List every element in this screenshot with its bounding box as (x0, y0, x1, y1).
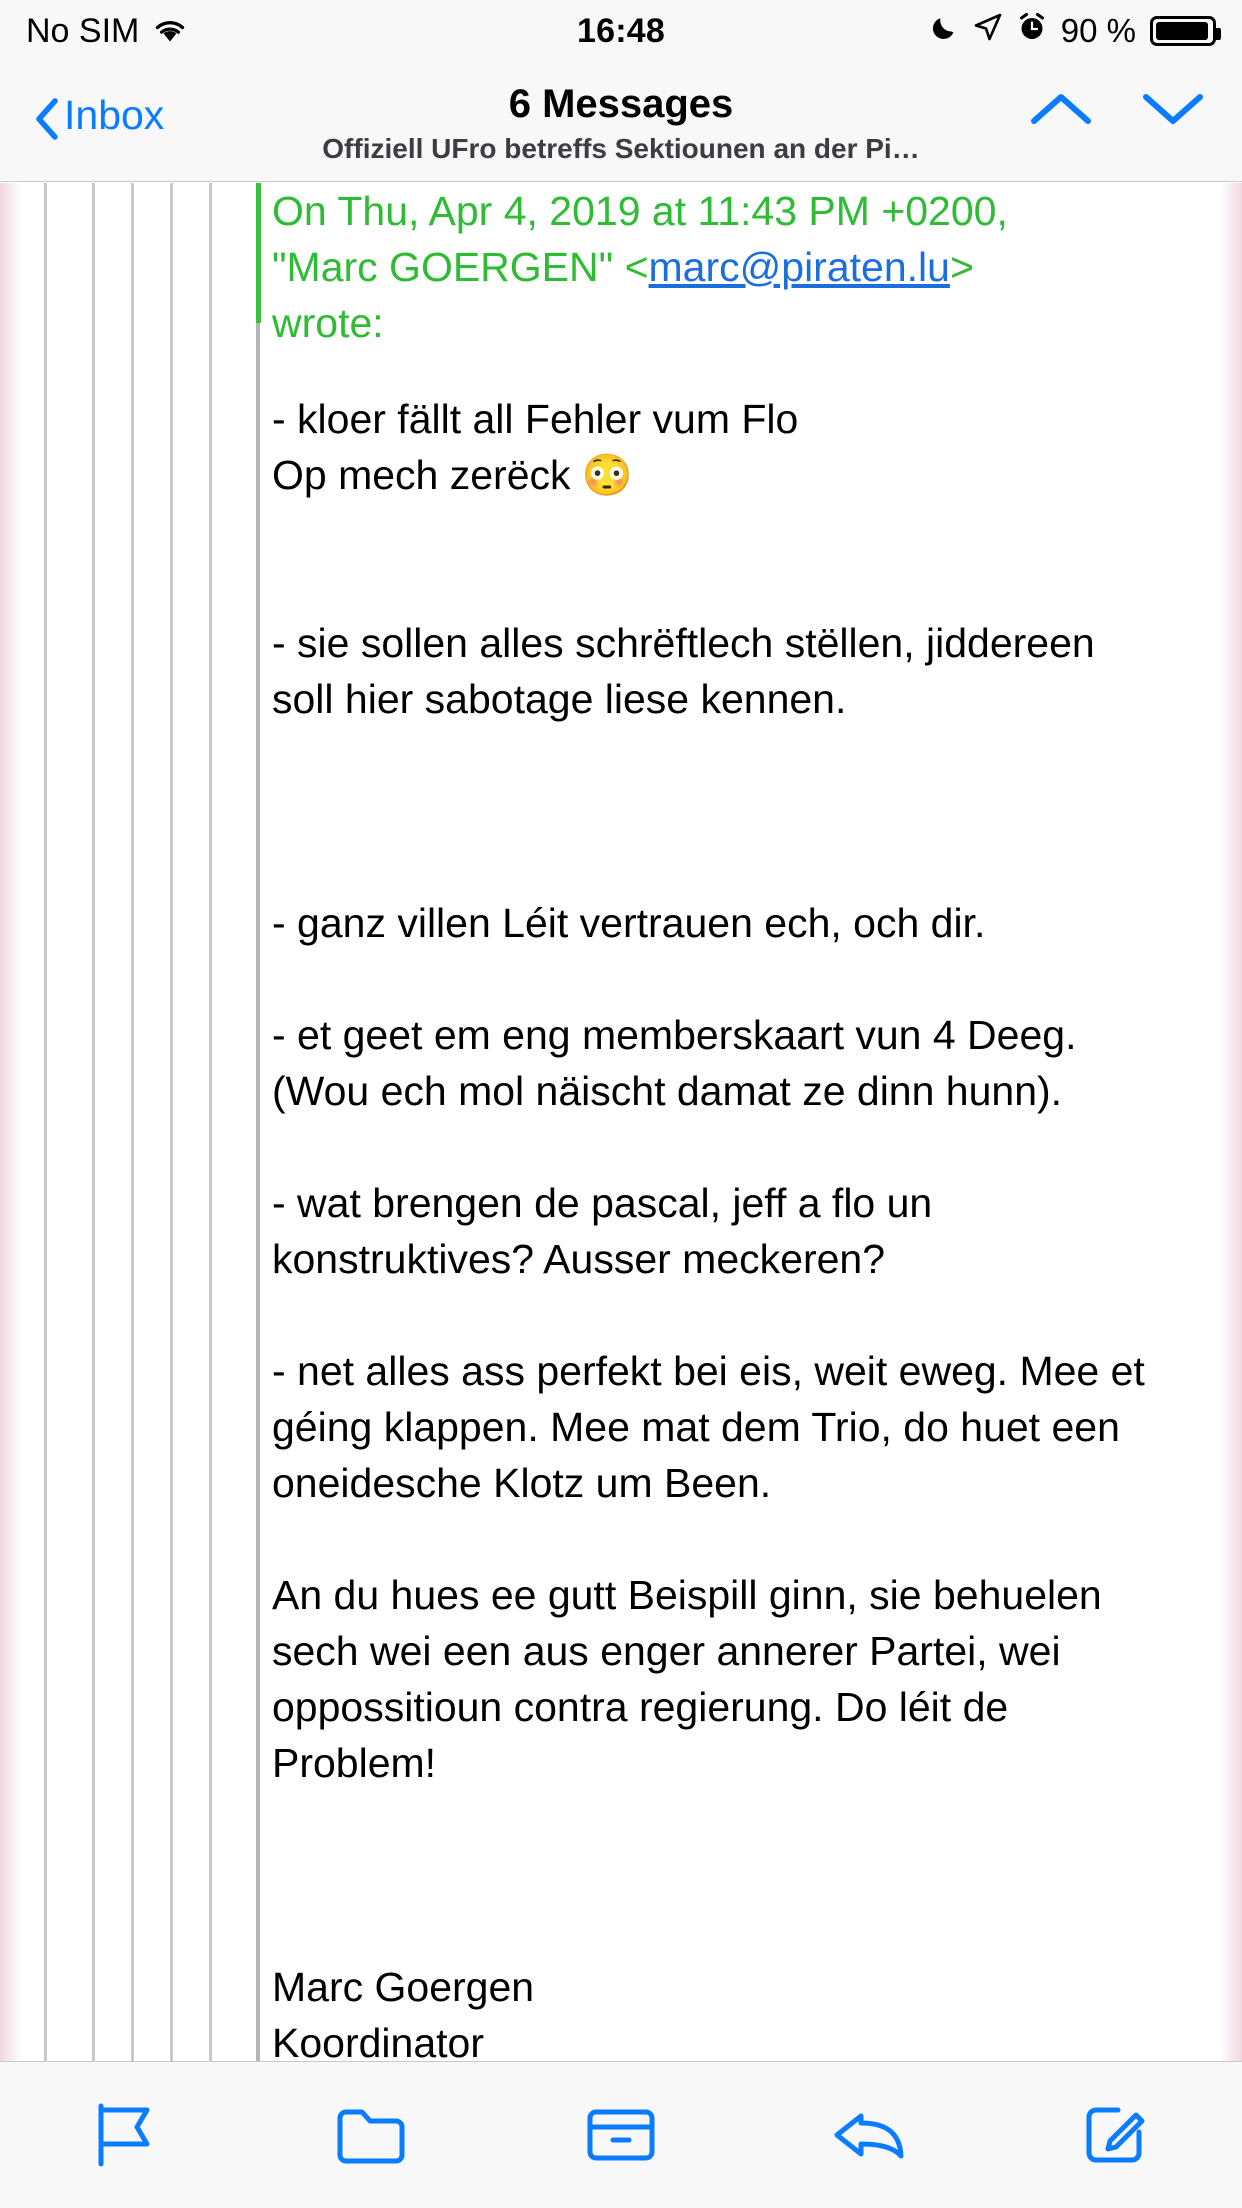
quote-attribution (272, 183, 1152, 351)
quote-level-bar-main (256, 183, 260, 2061)
status-bar (0, 0, 1242, 62)
battery-icon (1150, 16, 1216, 46)
signature-role: Koordinator (272, 2020, 484, 2061)
message-body-text (272, 183, 1152, 2061)
flag-icon (93, 2102, 155, 2168)
attribution-line-2 (272, 239, 1152, 295)
previous-message-button[interactable] (1028, 88, 1094, 135)
message-nav-arrows (1028, 88, 1206, 135)
alarm-clock-icon (1017, 12, 1047, 51)
attribution-line-3: wrote: (272, 300, 384, 346)
reply-icon (831, 2104, 907, 2166)
quote-level-bar-2 (92, 183, 95, 2061)
attribution-bracket: > (949, 244, 974, 290)
flag-button[interactable] (0, 2062, 248, 2208)
message-toolbar (0, 2061, 1242, 2208)
chevron-left-icon (34, 97, 56, 135)
quote-level-bar-1 (44, 183, 47, 2061)
sender-email-link[interactable]: marc@piraten.lu (648, 244, 950, 290)
message-paragraph: An du hues ee gutt Beispill ginn, sie behuelen sech wei een aus enger annerer Partei, wei oppossitioun contra regierung. Do léit de Problem! (272, 1572, 1102, 1786)
message-paragraph: - ganz villen Léit vertrauen ech, och dir. (272, 900, 986, 946)
status-bar-clock: 16:48 (577, 11, 665, 50)
move-to-folder-button[interactable] (248, 2062, 496, 2208)
attribution-sender: "Marc GOERGEN" < (272, 244, 649, 290)
nav-title-block (260, 78, 982, 168)
archive-icon (586, 2104, 656, 2166)
message-paragraph: - net alles ass perfekt bei eis, weit eweg. Mee et géing klappen. Mee mat dem Trio, do huet een oneidesche Klotz um Been. (272, 1348, 1145, 1506)
navigation-bar (0, 62, 1242, 182)
compose-icon (1084, 2102, 1152, 2168)
next-message-button[interactable] (1140, 88, 1206, 135)
page-edge-left (0, 183, 22, 2061)
back-to-inbox-button[interactable] (34, 92, 164, 139)
page-edge-right (1220, 183, 1242, 2061)
message-paragraph: - wat brengen de pascal, jeff a flo un konstruktives? Ausser meckeren? (272, 1180, 933, 1282)
message-body-scroll-area[interactable] (0, 183, 1242, 2061)
quote-level-bar-5 (209, 183, 212, 2061)
reply-button[interactable] (745, 2062, 993, 2208)
carrier-label: No SIM (26, 11, 140, 50)
archive-button[interactable] (497, 2062, 745, 2208)
quote-attribution-bar (256, 183, 261, 323)
compose-button[interactable] (994, 2062, 1242, 2208)
attribution-line-1: On Thu, Apr 4, 2019 at 11:43 PM +0200, (272, 188, 1008, 234)
message-paragraph: Op mech zerëck 😳 (272, 452, 633, 498)
signature-name: Marc Goergen (272, 1964, 535, 2010)
back-button-label: Inbox (64, 92, 165, 138)
status-bar-right (929, 12, 1216, 51)
message-paragraph: - sie sollen alles schrëftlech stëllen, jiddereen soll hier sabotage liese kennen. (272, 620, 1095, 722)
location-arrow-icon (973, 12, 1003, 51)
message-paragraph: - et geet em eng memberskaart vun 4 Deeg. (Wou ech mol näischt damat ze dinn hunn). (272, 1012, 1077, 1114)
message-subject: Offiziell UFro betreffs Sektiounen an der Pi… (322, 133, 920, 164)
message-paragraph: - kloer fällt all Fehler vum Flo (272, 396, 799, 442)
battery-percent-label: 90 % (1060, 12, 1136, 49)
moon-icon (929, 12, 959, 51)
quote-level-bar-3 (131, 183, 134, 2061)
quote-level-bar-4 (170, 183, 173, 2061)
folder-icon (336, 2104, 410, 2166)
page-title: 6 Messages (508, 82, 734, 126)
